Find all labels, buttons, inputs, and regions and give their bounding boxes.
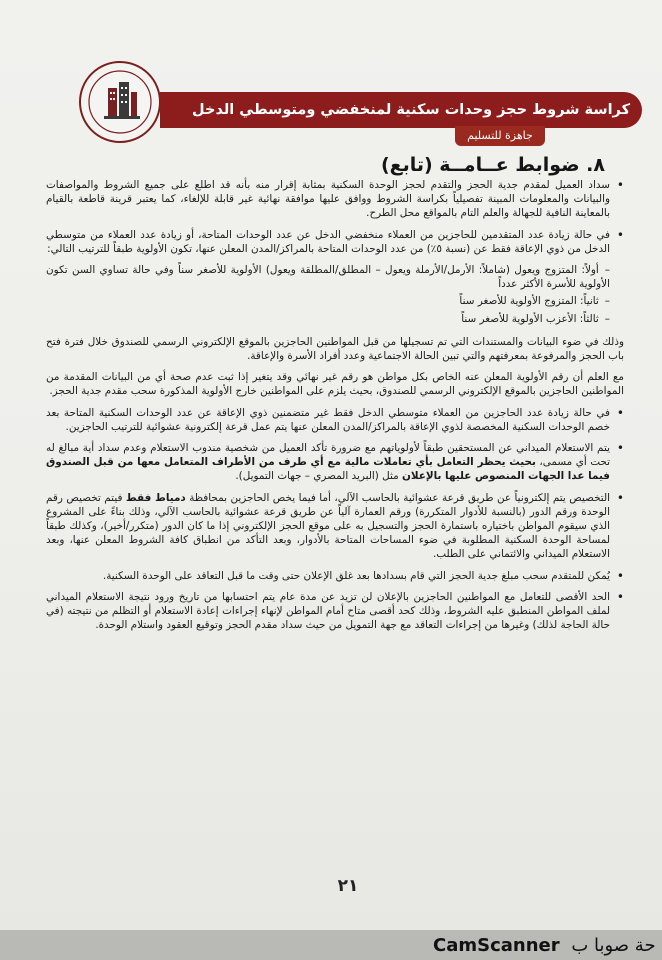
list-item: • في حالة زيادة عدد المتقدمين للحاجزين من العملاء منخفضي الدخل عن عدد الوحدات المتاحة، أو زيادة عدد العملاء من متوسطي الدخل من ذوي الإعاقة فقط عن (نسبة ٥٪) من عدد الوحدات المتاحة بالمراكز/المدن المعلن عنها، تكون الأولوية طبقاً للترتيب التالي: [46, 228, 624, 256]
item-text: التخصيص يتم إلكترونياً عن طريق قرعة عشوائية بالحاسب الآلي، أما فيما يخص الحاجزين بمحافظة [185, 491, 610, 504]
paragraph: مع العلم أن رقم الأولوية المعلن عنه الخاص بكل مواطن هو رقم غير نهائي وقد يتغير إذا ثبت عدم صحة أي من البيانات المقدمة من المواطنين الحاجزين بالموقع الإلكتروني الرسمي للصندوق، بحيث يلزم على المواطنين خارج الأولوية المذكورة سحب مقدم جدية الحجز. [46, 371, 624, 398]
page-number: ٢١ [337, 876, 359, 896]
item-emphasis: بحيث يحظر التعامل بأي تعاملات مالية مع أي طرف من الأطراف المتعامل معها من قبل الصندوق فيما عدا الجهات المنصوص عليها بالإعلان [46, 456, 610, 483]
priority-item: –أولاً: المتزوج ويعول (شاملاً: الأرمل/الأرملة ويعول – المطلق/المطلقة ويعول) الأولوية للأصغر سناً وفي حالة تساوي السن تكون الأولوية للأسرة الأكثر عدداً [46, 264, 610, 291]
priority-item: –ثالثاً: الأعزب الأولوية للأصغر سناً [461, 312, 610, 325]
item-text: يتم الاستعلام الميداني عن المستحقين طبقاً لأولوياتهم مع ضرورة تأكد العميل من شخصية مندوب الاستعلام وعدم سداد أية مبالغ له تحت أي مسمى، [46, 442, 610, 469]
list-item: • سداد العميل لمقدم جدية الحجز والتقدم لحجز الوحدة السكنية بمثابة إقرار منه بأنه قد اطلع على جميع الشروط والمواصفات والبيانات والمعلومات المبينة تفصيلياً بكراسة الشروط ووافق عليها موافقة نهائية غير قابلة للإلغاء، كما يعتبر قرينة قاطعة بالقيام بالمعاينة النافية للجهالة والعلم التام بالمواقع محل الطرح. [46, 178, 624, 221]
booklet-title-banner: كراسة شروط حجز وحدات سكنية لمنخفضي ومتوسطي الدخل [160, 92, 642, 128]
section-body [46, 178, 624, 639]
item-text: مثل (البريد المصري – جهات التمويل). [235, 470, 403, 483]
priority-item: –ثانياً: المتزوج الأولوية للأصغر سناً [459, 295, 610, 308]
list-item: • يُمكن للمتقدم سحب مبلغ جدية الحجز التي قام بسدادها بعد غلق الإعلان حتى وقت ما قبل التعاقد على الوحدة السكنية. [46, 569, 624, 583]
scanner-brand: CamScanner [433, 935, 560, 956]
priority-text: ثانياً: المتزوج الأولوية للأصغر سناً [459, 295, 599, 308]
list-item: • الحد الأقصى للتعامل مع المواطنين الحاجزين بالإعلان لن تزيد عن مدة عام يتم احتسابها من تاريخ ورود نتيجة الاستعلام الميداني لملف المواطن المنطبق عليه الشروط، وذلك كحد أقصى متاح أمام المواطن لإنهاء إجراءات إعادة الاستعلام أو التظلم من نتيجته (في حالة الحاجة لذلك) وغيرها من إجراءات التعاقد مع جهة التمويل من حيث سداد مقدم الحجز وتوقيع العقود واستلام الوحدة. [46, 590, 624, 633]
item-text: فيتم تخصيص رقم الوحدة ورقم الدور (بالنسبة للأدوار المتكررة) ورقم العمارة آلياً عن طريق قرعة عشوائية بالحاسب الآلي، وذلك بناءً على المشروع الذي سيقوم المواطن باختياره باستمارة الحجز والتسجيل به على موقع الحجز الإلكتروني إذا ما كان الدور (متكرر/أخير)، وكذلك طبقاً لمساحة الوحدة السكنية المطلوبة في ضوء المساحات المتاحة بالأدوار، وبعد التأكد من انطباق كافة الشروط المعلن عنها، وبعد الاستعلام الميداني والائتماني على الطلب. [46, 491, 610, 561]
paragraph: وذلك في ضوء البيانات والمستندات التي تم تسجيلها من قبل المواطنين الحاجزين بالموقع الإلكتروني الرسمي للصندوق خلال فترة فتح باب الحجز والمرفوعة بمعرفتهم والتي تبين الحالة الاجتماعية وعدد أفراد الأسرة والإعاقة. [46, 335, 624, 363]
list-item [46, 491, 624, 562]
section-title: ٨. ضوابط عــامــة (تابع) [380, 154, 605, 176]
scanner-prefix: حة صوبا ب [571, 935, 656, 956]
priority-text: ثالثاً: الأعزب الأولوية للأصغر سناً [461, 312, 599, 325]
ready-for-delivery-tag: جاهزة للتسليم [455, 126, 545, 146]
list-item: • في حالة زيادة عدد الحاجزين من العملاء متوسطي الدخل فقط غير متضمنين ذوي الإعاقة عن عدد الوحدات السكنية المتاحة بعد خصم الوحدات السكنية المخصصة لذوي الإعاقة بالمراكز/المدن المعلن عنها يتم عمل قرعة إلكترونية عشوائية للترتيب الحاجزين. [46, 406, 624, 434]
item-emphasis: دمياط فقط [125, 491, 186, 504]
housing-fund-emblem-icon [78, 60, 162, 144]
priority-text: أولاً: المتزوج ويعول (شاملاً: الأرمل/الأرملة ويعول – المطلق/المطلقة ويعول) الأولوية للأصغر سناً وفي حالة تساوي السن تكون الأولوية للأسرة الأكثر عدداً [46, 264, 610, 291]
scanner-watermark [433, 932, 662, 960]
list-item [46, 441, 624, 484]
